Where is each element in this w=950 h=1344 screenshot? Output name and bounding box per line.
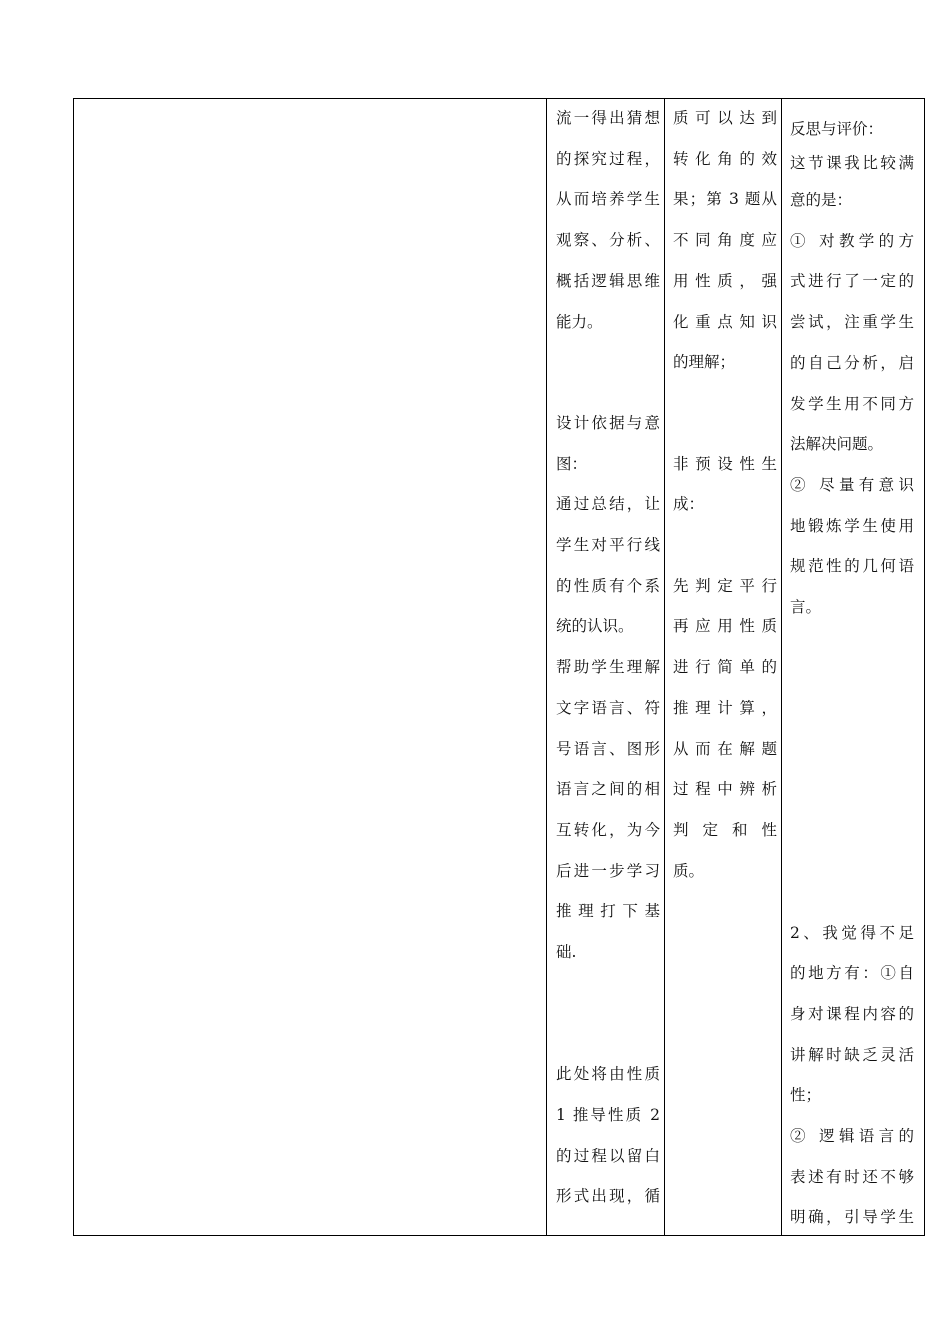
text-line: 流一得出猜想 — [556, 109, 660, 127]
text-line: 表述有时还不够 — [790, 1167, 914, 1186]
text-line: 观察、分析、 — [556, 231, 660, 250]
text-line: 2、我觉得不足 — [790, 923, 914, 942]
text-line: 法解决问题。 — [790, 435, 884, 454]
text-line: 后进一步学习 — [556, 861, 660, 880]
generation-column — [673, 98, 777, 891]
text-line: 的自己分析，启 — [790, 353, 914, 372]
column-divider — [664, 98, 665, 1236]
reflection-column — [790, 98, 914, 1238]
text-line: 判定和性 — [673, 820, 777, 839]
text-line: 推理计算， — [673, 698, 777, 717]
text-line: 再应用性质 — [673, 617, 777, 636]
text-line: ② 逻辑语言的 — [790, 1127, 914, 1146]
text-line: 身对课程内容的 — [790, 1004, 914, 1023]
text-line: 概括逻辑思维 — [556, 271, 660, 290]
text-line: 反思与评价： — [790, 120, 884, 138]
text-line: 果；第 3 题从 — [673, 190, 777, 209]
text-line: 通过总结，让 — [556, 495, 660, 514]
text-line: 非预设性生 — [673, 454, 777, 473]
text-line: 互转化，为今 — [556, 820, 660, 839]
text-line: 推理打下基 — [556, 902, 660, 921]
design-intent-column — [556, 98, 660, 1217]
text-line: 讲解时缺乏灵活 — [790, 1045, 914, 1064]
text-line: 这节课我比较满 — [790, 154, 914, 172]
text-line: 此处将由性质 — [556, 1065, 660, 1084]
text-line: 不同角度应 — [673, 231, 777, 250]
text-line: 规范性的几何语 — [790, 557, 914, 576]
text-line: 帮助学生理解 — [556, 658, 660, 677]
text-line: 质可以达到 — [673, 109, 777, 127]
text-line: 能力。 — [556, 312, 603, 331]
text-line: 的地方有：①自 — [790, 964, 914, 983]
text-line: 化重点知识 — [673, 312, 777, 331]
text-line: 语言之间的相 — [556, 780, 660, 799]
text-line: 地锻炼学生使用 — [790, 516, 914, 535]
column-divider — [781, 98, 782, 1236]
text-line: 学生对平行线 — [556, 536, 660, 555]
column-divider — [546, 98, 547, 1236]
text-line: 转化角的效 — [673, 149, 777, 168]
text-line: 图： — [556, 454, 588, 473]
text-line: 进行简单的 — [673, 658, 777, 677]
text-line: 从而培养学生 — [556, 190, 660, 209]
text-line: 用性质，强 — [673, 271, 777, 290]
text-line: 的探究过程， — [556, 149, 660, 168]
text-line: 的理解； — [673, 353, 736, 372]
text-line: 言。 — [790, 598, 822, 617]
text-line: 质。 — [673, 861, 705, 880]
text-line: 文字语言、符 — [556, 698, 660, 717]
text-line: 础. — [556, 943, 577, 962]
text-line: 形式出现，循 — [556, 1187, 660, 1206]
text-line: 统的认识。 — [556, 617, 634, 636]
text-line: 设计依据与意 — [556, 413, 660, 432]
text-line: 的性质有个系 — [556, 576, 660, 595]
text-line: 意的是： — [790, 191, 853, 209]
text-line: ① 对教学的方 — [790, 231, 914, 250]
text-line: ② 尽量有意识 — [790, 475, 914, 494]
text-line: 从而在解题 — [673, 739, 777, 758]
text-line: 明确，引导学生 — [790, 1208, 914, 1227]
text-line: 过程中辨析 — [673, 780, 777, 799]
text-line: 尝试，注重学生 — [790, 313, 914, 332]
text-line: 发学生用不同方 — [790, 394, 914, 413]
text-line: 的过程以留白 — [556, 1146, 660, 1165]
text-line: 先判定平行 — [673, 576, 777, 595]
text-line: 式进行了一定的 — [790, 272, 914, 291]
text-line: 号语言、图形 — [556, 739, 660, 758]
text-line: 性； — [790, 1086, 822, 1105]
text-line: 成： — [673, 495, 705, 514]
text-line: 1 推导性质 2 — [556, 1105, 660, 1124]
